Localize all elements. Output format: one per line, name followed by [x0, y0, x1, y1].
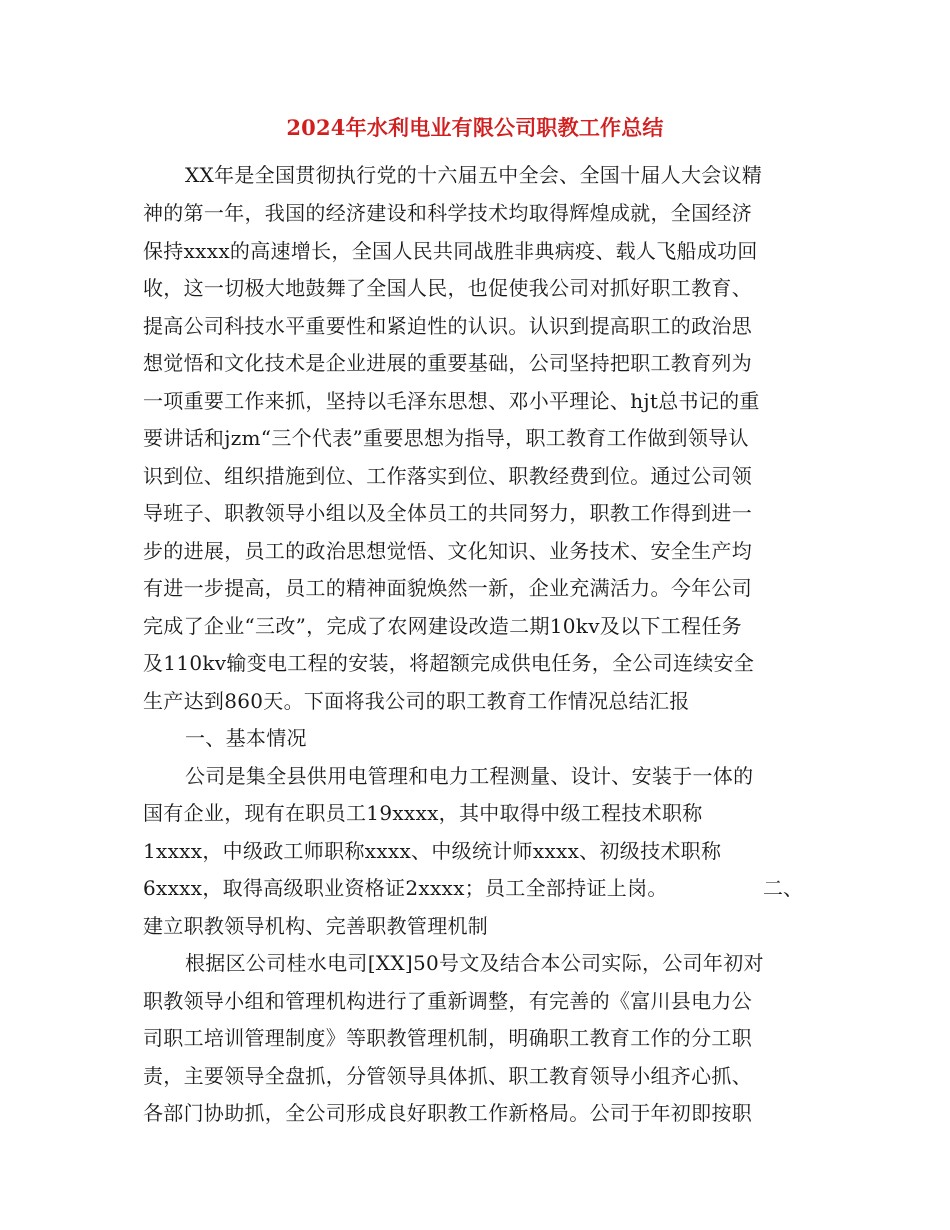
- body-line: 司职工培训管理制度》等职教管理机制，明确职工教育工作的分工职: [143, 1026, 752, 1050]
- body-line: 提高公司科技水平重要性和紧迫性的认识。认识到提高职工的政治思: [143, 314, 752, 338]
- body-line: 根据区公司桂水电司[XX]50号文及结合本公司实际，公司年初对: [185, 951, 764, 975]
- section-heading-basic: 一、基本情况: [185, 726, 307, 750]
- section-number-two: 二、: [763, 876, 803, 900]
- body-line: 识到位、组织措施到位、工作落实到位、职教经费到位。通过公司领: [143, 464, 752, 488]
- body-line: 及110kv输变电工程的安装，将超额完成供电任务，全公司连续安全: [143, 651, 755, 675]
- body-line: 职教领导小组和管理机构进行了重新调整，有完善的《富川县电力公: [143, 989, 752, 1013]
- document-title: 2024年水利电业有限公司职教工作总结: [286, 115, 664, 140]
- body-line: 有进一步提高，员工的精神面貌焕然一新，企业充满活力。今年公司: [143, 576, 752, 600]
- body-line: 导班子、职教领导小组以及全体员工的共同努力，职教工作得到进一: [143, 501, 752, 525]
- body-line: 1xxxx，中级政工师职称xxxx、中级统计师xxxx、初级技术职称: [143, 839, 722, 863]
- body-line: 保持xxxx的高速增长，全国人民共同战胜非典病疫、载人飞船成功回: [143, 239, 758, 263]
- body-line: XX年是全国贯彻执行党的十六届五中全会、全国十届人大会议精: [185, 163, 763, 187]
- body-line: 想觉悟和文化技术是企业进展的重要基础，公司坚持把职工教育列为: [143, 351, 752, 375]
- body-line: 公司是集全县供用电管理和电力工程测量、设计、安装于一体的: [185, 764, 754, 788]
- body-line: 各部门协助抓，全公司形成良好职教工作新格局。公司于年初即按职: [143, 1101, 752, 1125]
- body-line: 生产达到860天。下面将我公司的职工教育工作情况总结汇报: [143, 689, 690, 713]
- body-line: 要讲话和jzm“三个代表”重要思想为指导，职工教育工作做到领导认: [143, 426, 749, 450]
- body-line: 责，主要领导全盘抓，分管领导具体抓、职工教育领导小组齐心抓、: [143, 1064, 752, 1088]
- body-line: 步的进展，员工的政治思想觉悟、文化知识、业务技术、安全生产均: [143, 539, 752, 563]
- body-line: 收，这一切极大地鼓舞了全国人民，也促使我公司对抓好职工教育、: [143, 276, 752, 300]
- body-line: 神的第一年，我国的经济建设和科学技术均取得辉煌成就，全国经济: [143, 201, 752, 225]
- body-line: 完成了企业“三改”，完成了农网建设改造二期10kv及以下工程任务: [143, 614, 742, 638]
- body-line: 国有企业，现有在职员工19xxxx，其中取得中级工程技术职称: [143, 801, 703, 825]
- section-heading-mechanism: 建立职教领导机构、完善职教管理机制: [143, 914, 489, 938]
- body-line: 一项重要工作来抓，坚持以毛泽东思想、邓小平理论、hjt总书记的重: [143, 389, 760, 413]
- body-line: 6xxxx，取得高级职业资格证2xxxx；员工全部持证上岗。: [143, 876, 668, 900]
